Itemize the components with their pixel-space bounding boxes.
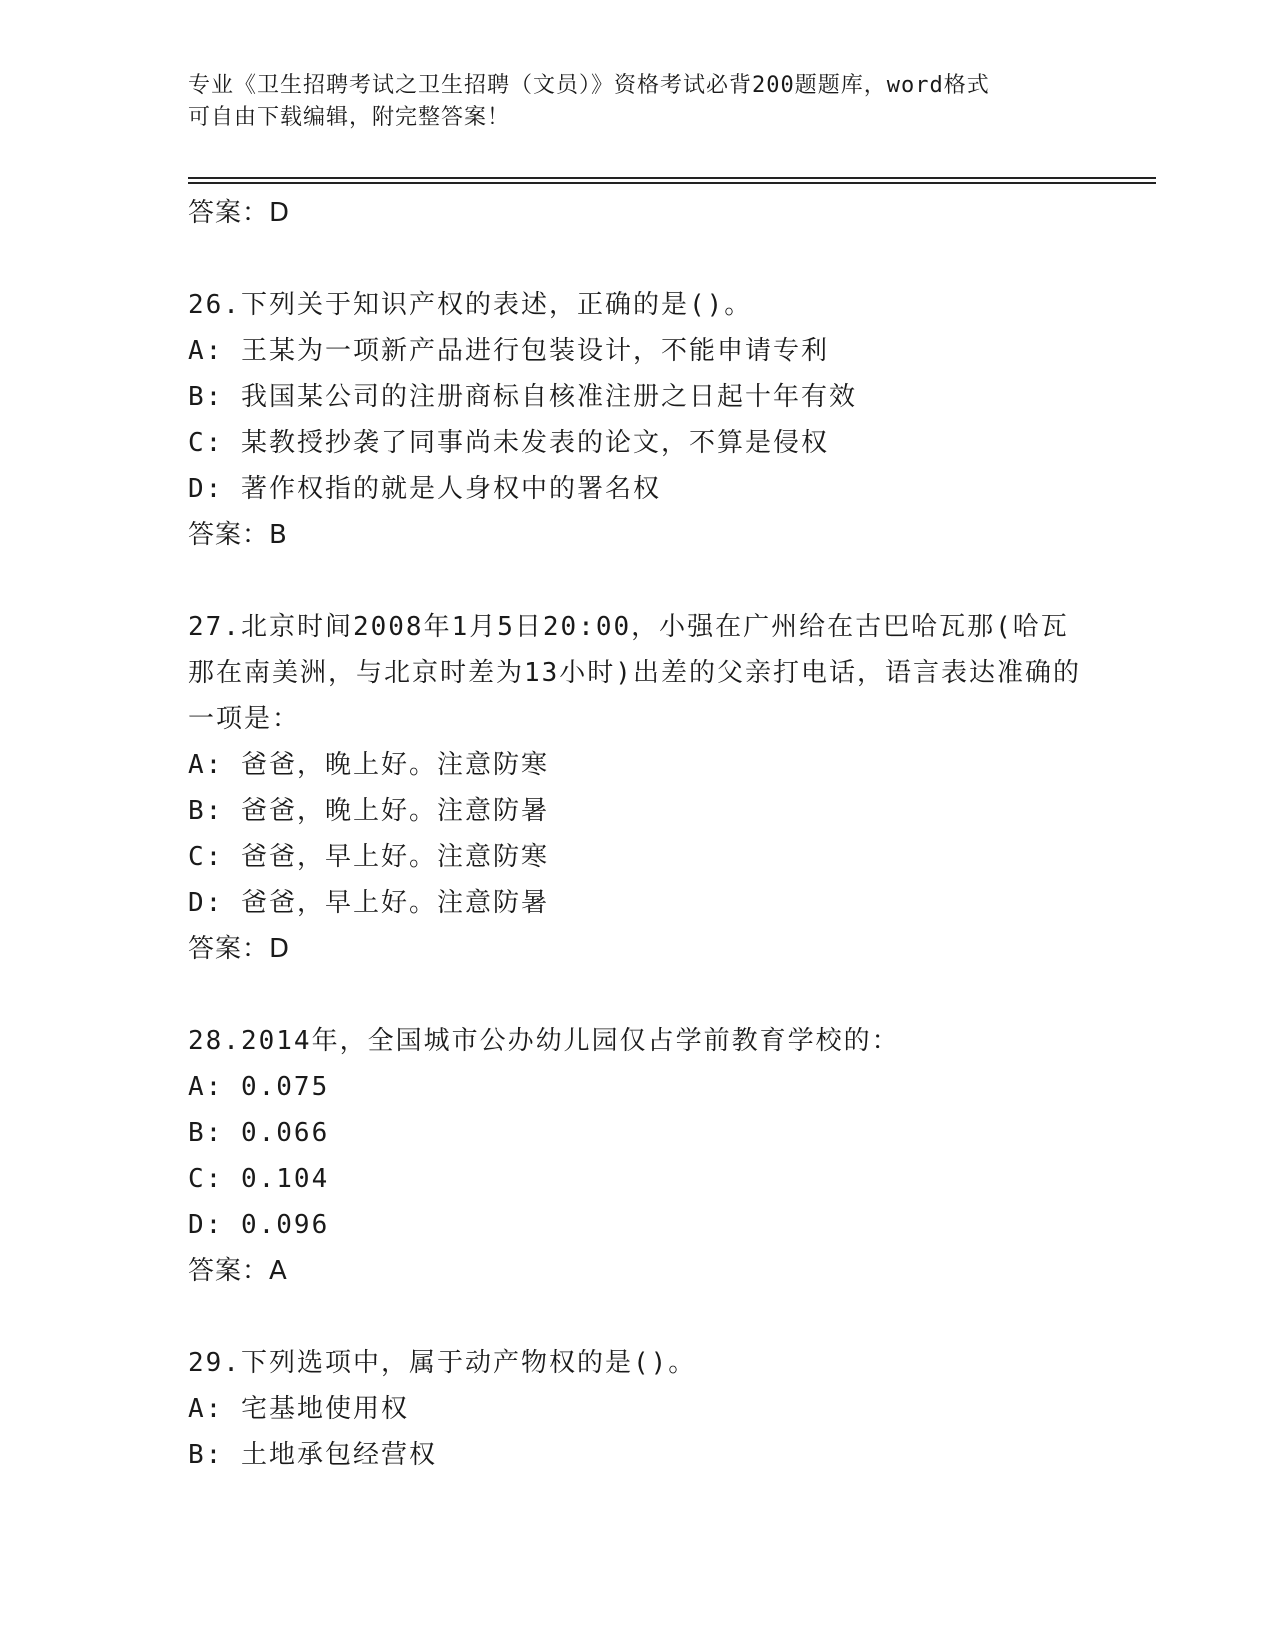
option-letter: B bbox=[188, 796, 206, 826]
question-text: 27.北京时间2008年1月5日20:00，小强在广州给在古巴哈瓦那(哈瓦那在南美洲，与北京时差为13小时)出差的父亲打电话，语言表达准确的一项是： bbox=[188, 612, 1081, 734]
answer-line: 答案：D bbox=[188, 198, 291, 228]
option-text: 0.096 bbox=[240, 1210, 330, 1240]
option-b bbox=[188, 788, 1088, 834]
option-text: 0.075 bbox=[240, 1072, 330, 1102]
option-separator: : bbox=[205, 796, 224, 826]
option-text: 某教授抄袭了同事尚未发表的论文，不算是侵权 bbox=[240, 428, 829, 458]
option-separator: : bbox=[205, 474, 224, 504]
option-text: 0.066 bbox=[240, 1118, 330, 1148]
option-separator: : bbox=[205, 382, 224, 412]
answer-line: 答案：A bbox=[188, 1256, 288, 1286]
option-a bbox=[188, 742, 1088, 788]
option-separator: : bbox=[205, 1210, 224, 1240]
option-letter: C bbox=[188, 1164, 206, 1194]
option-a bbox=[188, 328, 1088, 374]
option-letter: D bbox=[188, 888, 206, 918]
option-c bbox=[188, 1156, 1088, 1202]
option-separator: : bbox=[205, 1164, 224, 1194]
header-divider-top bbox=[188, 177, 1156, 179]
question-text: 26.下列关于知识产权的表述，正确的是()。 bbox=[188, 290, 753, 320]
question-block-26 bbox=[188, 282, 1088, 558]
option-separator: : bbox=[205, 428, 224, 458]
option-c bbox=[188, 834, 1088, 880]
option-b bbox=[188, 374, 1088, 420]
option-text: 王某为一项新产品进行包装设计，不能申请专利 bbox=[240, 336, 829, 366]
option-c bbox=[188, 420, 1088, 466]
option-letter: A bbox=[188, 750, 206, 780]
option-letter: B bbox=[188, 382, 206, 412]
question-text: 28.2014年，全国城市公办幼儿园仅占学前教育学校的： bbox=[188, 1026, 900, 1056]
option-d bbox=[188, 1202, 1088, 1248]
option-b bbox=[188, 1110, 1088, 1156]
option-text: 著作权指的就是人身权中的署名权 bbox=[240, 474, 661, 504]
option-separator: : bbox=[205, 750, 224, 780]
option-letter: B bbox=[188, 1440, 206, 1470]
option-separator: : bbox=[205, 336, 224, 366]
option-text: 0.104 bbox=[240, 1164, 330, 1194]
option-letter: A bbox=[188, 1394, 206, 1424]
question-block-29 bbox=[188, 1340, 1088, 1478]
option-d bbox=[188, 880, 1088, 926]
option-text: 爸爸，早上好。注意防寒 bbox=[240, 842, 549, 872]
option-letter: A bbox=[188, 336, 206, 366]
option-a bbox=[188, 1064, 1088, 1110]
option-letter: D bbox=[188, 1210, 206, 1240]
question-text: 29.下列选项中，属于动产物权的是()。 bbox=[188, 1348, 697, 1378]
option-text: 爸爸，晚上好。注意防寒 bbox=[240, 750, 549, 780]
option-text: 爸爸，晚上好。注意防暑 bbox=[240, 796, 549, 826]
option-separator: : bbox=[205, 1440, 224, 1470]
option-text: 我国某公司的注册商标自核准注册之日起十年有效 bbox=[240, 382, 857, 412]
option-text: 土地承包经营权 bbox=[240, 1440, 437, 1470]
option-separator: : bbox=[205, 1394, 224, 1424]
option-separator: : bbox=[205, 842, 224, 872]
option-letter: A bbox=[188, 1072, 206, 1102]
option-separator: : bbox=[205, 888, 224, 918]
question-block-27 bbox=[188, 604, 1088, 972]
document-body bbox=[188, 190, 1088, 1478]
option-letter: C bbox=[188, 842, 206, 872]
header-line-2: 可自由下载编辑，附完整答案！ bbox=[188, 105, 511, 130]
option-text: 宅基地使用权 bbox=[240, 1394, 409, 1424]
option-separator: : bbox=[205, 1118, 224, 1148]
answer-line: 答案：D bbox=[188, 934, 291, 964]
option-a bbox=[188, 1386, 1088, 1432]
header-divider-bottom bbox=[188, 182, 1156, 184]
option-letter: D bbox=[188, 474, 206, 504]
option-letter: B bbox=[188, 1118, 206, 1148]
question-block-28 bbox=[188, 1018, 1088, 1294]
document-header bbox=[188, 70, 1068, 134]
answer-line: 答案：B bbox=[188, 520, 288, 550]
header-line-1: 专业《卫生招聘考试之卫生招聘（文员）》资格考试必背200题题库，word格式 bbox=[188, 73, 990, 98]
option-text: 爸爸，早上好。注意防暑 bbox=[240, 888, 549, 918]
option-separator: : bbox=[205, 1072, 224, 1102]
option-d bbox=[188, 466, 1088, 512]
option-letter: C bbox=[188, 428, 206, 458]
option-b bbox=[188, 1432, 1088, 1478]
